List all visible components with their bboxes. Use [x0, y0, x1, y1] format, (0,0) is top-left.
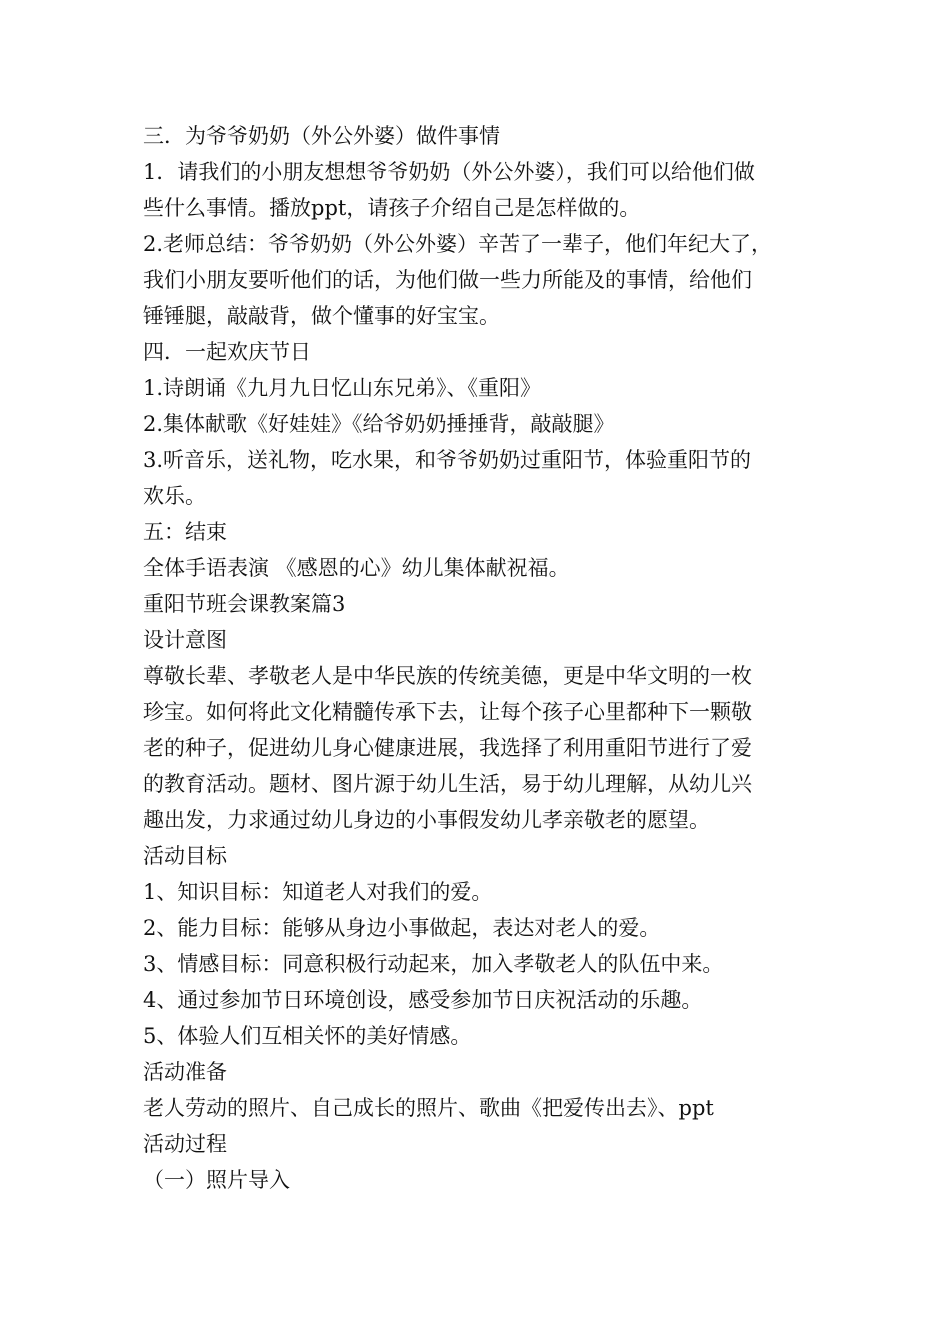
paragraph-line: 2.老师总结：爷爷奶奶（外公外婆）辛苦了一辈子，他们年纪大了， [143, 232, 773, 256]
paragraph-line: 1．请我们的小朋友想想爷爷奶奶（外公外婆），我们可以给他们做 [143, 160, 755, 184]
section-heading-5: 五：结束 [143, 520, 227, 544]
paragraph-line: 尊敬长辈、孝敬老人是中华民族的传统美德，更是中华文明的一枚 [143, 664, 752, 688]
subheading-goals: 活动目标 [143, 844, 227, 868]
list-item: 1.诗朗诵《九月九日忆山东兄弟》、《重阳》 [143, 376, 542, 400]
list-item: 3.听音乐，送礼物，吃水果，和爷爷奶奶过重阳节，体验重阳节的 [143, 448, 752, 472]
paragraph-line: 趣出发，力求通过幼儿身边的小事假发幼儿孝亲敬老的愿望。 [143, 808, 710, 832]
paragraph-line: 老的种子，促进幼儿身心健康进展，我选择了利用重阳节进行了爱 [143, 736, 752, 760]
paragraph-line: 我们小朋友要听他们的话，为他们做一些力所能及的事情，给他们 [143, 268, 752, 292]
list-item: 5、体验人们互相关怀的美好情感。 [143, 1024, 472, 1048]
paragraph-line: 珍宝。如何将此文化精髓传承下去，让每个孩子心里都种下一颗敬 [143, 700, 752, 724]
subheading-design-intent: 设计意图 [143, 628, 227, 652]
list-item: 2、能力目标：能够从身边小事做起，表达对老人的爱。 [143, 916, 661, 940]
subheading-process: 活动过程 [143, 1132, 227, 1156]
article-title: 重阳节班会课教案篇3 [143, 592, 346, 616]
paragraph-line: 欢乐。 [143, 484, 206, 508]
paragraph-line: 些什么事情。播放ppt，请孩子介绍自己是怎样做的。 [143, 196, 641, 220]
paragraph-line: 老人劳动的照片、自己成长的照片、歌曲《把爱传出去》、ppt [143, 1096, 714, 1120]
section-heading-4: 四．一起欢庆节日 [143, 340, 311, 364]
paragraph-line: 的教育活动。题材、图片源于幼儿生活，易于幼儿理解，从幼儿兴 [143, 772, 752, 796]
document-body [143, 118, 813, 1198]
list-item: 4、通过参加节日环境创设，感受参加节日庆祝活动的乐趣。 [143, 988, 703, 1012]
subheading-preparation: 活动准备 [143, 1060, 227, 1084]
paragraph-line: 锤锤腿，敲敲背，做个懂事的好宝宝。 [143, 304, 500, 328]
subsection-heading: （一）照片导入 [143, 1168, 290, 1192]
list-item: 1、知识目标：知道老人对我们的爱。 [143, 880, 493, 904]
list-item: 2.集体献歌《好娃娃》《给爷奶奶捶捶背，敲敲腿》 [143, 412, 615, 436]
list-item: 3、情感目标：同意积极行动起来，加入孝敬老人的队伍中来。 [143, 952, 724, 976]
section-heading-3: 三．为爷爷奶奶（外公外婆）做件事情 [143, 124, 500, 148]
paragraph-line: 全体手语表演 《感恩的心》幼儿集体献祝福。 [143, 556, 570, 580]
